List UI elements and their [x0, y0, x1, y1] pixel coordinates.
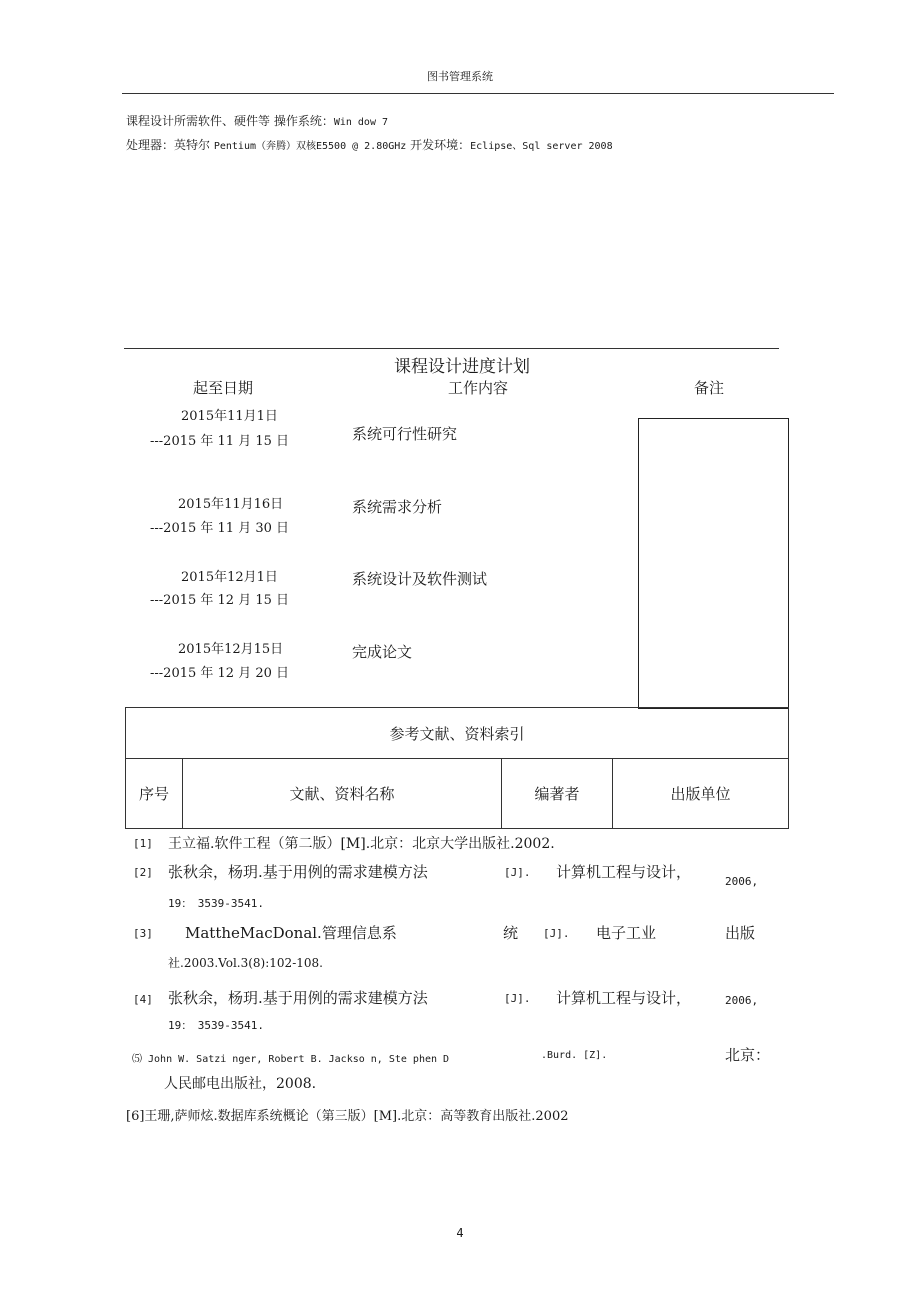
references-table [125, 707, 789, 829]
ref-2-pages: 19： 3539-3541. [168, 897, 264, 910]
ref-6-text: [6]王珊,萨师炫.数据库系统概论（第三版）[M].北京：高等教育出版社.2002 [126, 1109, 569, 1124]
schedule-row-2-work: 系统需求分析 [352, 498, 443, 516]
cpu-value: Pentium（奔腾）双核E5500 @ 2.80GHz [213, 141, 407, 152]
ref-2-number: [2] [133, 866, 153, 879]
col-no-header: 序号 [126, 758, 183, 828]
ref-3-publisher: 电子工业 [596, 924, 657, 942]
cpu-label: 处理器：英特尔 [126, 138, 211, 152]
requirements-line-2 [126, 136, 613, 153]
ref-3-number: [3] [133, 927, 153, 940]
schedule-row-3-work: 系统设计及软件测试 [352, 570, 488, 588]
note-box [638, 418, 789, 709]
col-publisher-header: 出版单位 [670, 784, 731, 803]
ref-5-authors: ⑸ John W. Satzi nger, Robert B. Jackso n, Ste phen D [132, 1054, 450, 1065]
col-note-header: 备注 [694, 379, 725, 397]
col-date-header: 起至日期 [193, 379, 254, 397]
ref-3-type: [J]. [543, 927, 570, 940]
ref-1-number: [1] [133, 837, 153, 850]
requirements-label: 课程设计所需软件、硬件等 操作系统： [126, 114, 334, 128]
ref-2-year: 2006, [725, 875, 759, 888]
schedule-row-3-end: ---2015 年 12 月 15 日 [150, 593, 290, 608]
schedule-row-3-start: 2015年12月1日 [181, 570, 278, 585]
header-rule [122, 93, 834, 94]
page-number: 4 [456, 1226, 464, 1240]
col-name-header: 文献、资料名称 [183, 758, 502, 828]
ref-4-title: 张秋余，杨玥.基于用例的需求建模方法 [168, 989, 428, 1007]
ref-4-pages: 19： 3539-3541. [168, 1019, 264, 1032]
schedule-row-2-end: ---2015 年 11 月 30 日 [150, 521, 290, 536]
col-author-header: 编著者 [502, 758, 613, 828]
ref-3-publisher-2: 出版 [725, 924, 756, 942]
schedule-row-4-start: 2015年12月15日 [178, 642, 284, 657]
ref-5-publisher: 人民邮电出版社，2008. [164, 1076, 317, 1092]
ref-4-year: 2006, [725, 994, 759, 1007]
header-title: 图书管理系统 [427, 70, 493, 83]
env-label: 开发环境： [410, 138, 471, 152]
requirements-line-1 [126, 112, 388, 129]
ref-4-journal: 计算机工程与设计， [556, 989, 692, 1007]
schedule-row-1-work: 系统可行性研究 [352, 425, 458, 443]
schedule-row-4-work: 完成论文 [352, 643, 413, 661]
schedule-row-1-start: 2015年11月1日 [181, 409, 278, 424]
schedule-row-4-end: ---2015 年 12 月 20 日 [150, 666, 290, 681]
ref-4-type: [J]. [504, 992, 531, 1005]
ref-4-number: [4] [133, 993, 153, 1006]
ref-5-city: 北京： [725, 1046, 771, 1064]
os-value: Win dow 7 [333, 117, 389, 128]
ref-3-details: 社.2003.Vol.3(8):102-108. [168, 956, 323, 970]
schedule-row-2-start: 2015年11月16日 [178, 497, 284, 512]
schedule-title: 课程设计进度计划 [394, 357, 530, 377]
env-value: Eclipse、Sql server 2008 [470, 141, 613, 152]
ref-2-type: [J]. [504, 866, 531, 879]
ref-1-text: 王立福.软件工程（第二版）[M].北京：北京大学出版社.2002. [168, 836, 555, 852]
schedule-row-1-end: ---2015 年 11 月 15 日 [150, 434, 290, 449]
ref-2-title: 张秋余，杨玥.基于用例的需求建模方法 [168, 863, 428, 881]
references-table-title: 参考文献、资料索引 [126, 708, 788, 759]
schedule-rule [124, 348, 779, 349]
ref-3-title: MattheMacDonal.管理信息系 [185, 924, 397, 942]
col-work-header: 工作内容 [448, 379, 509, 397]
ref-5-type: .Burd. [Z]. [541, 1050, 608, 1061]
ref-3-title-end: 统 [503, 924, 519, 942]
ref-2-journal: 计算机工程与设计， [556, 863, 692, 881]
